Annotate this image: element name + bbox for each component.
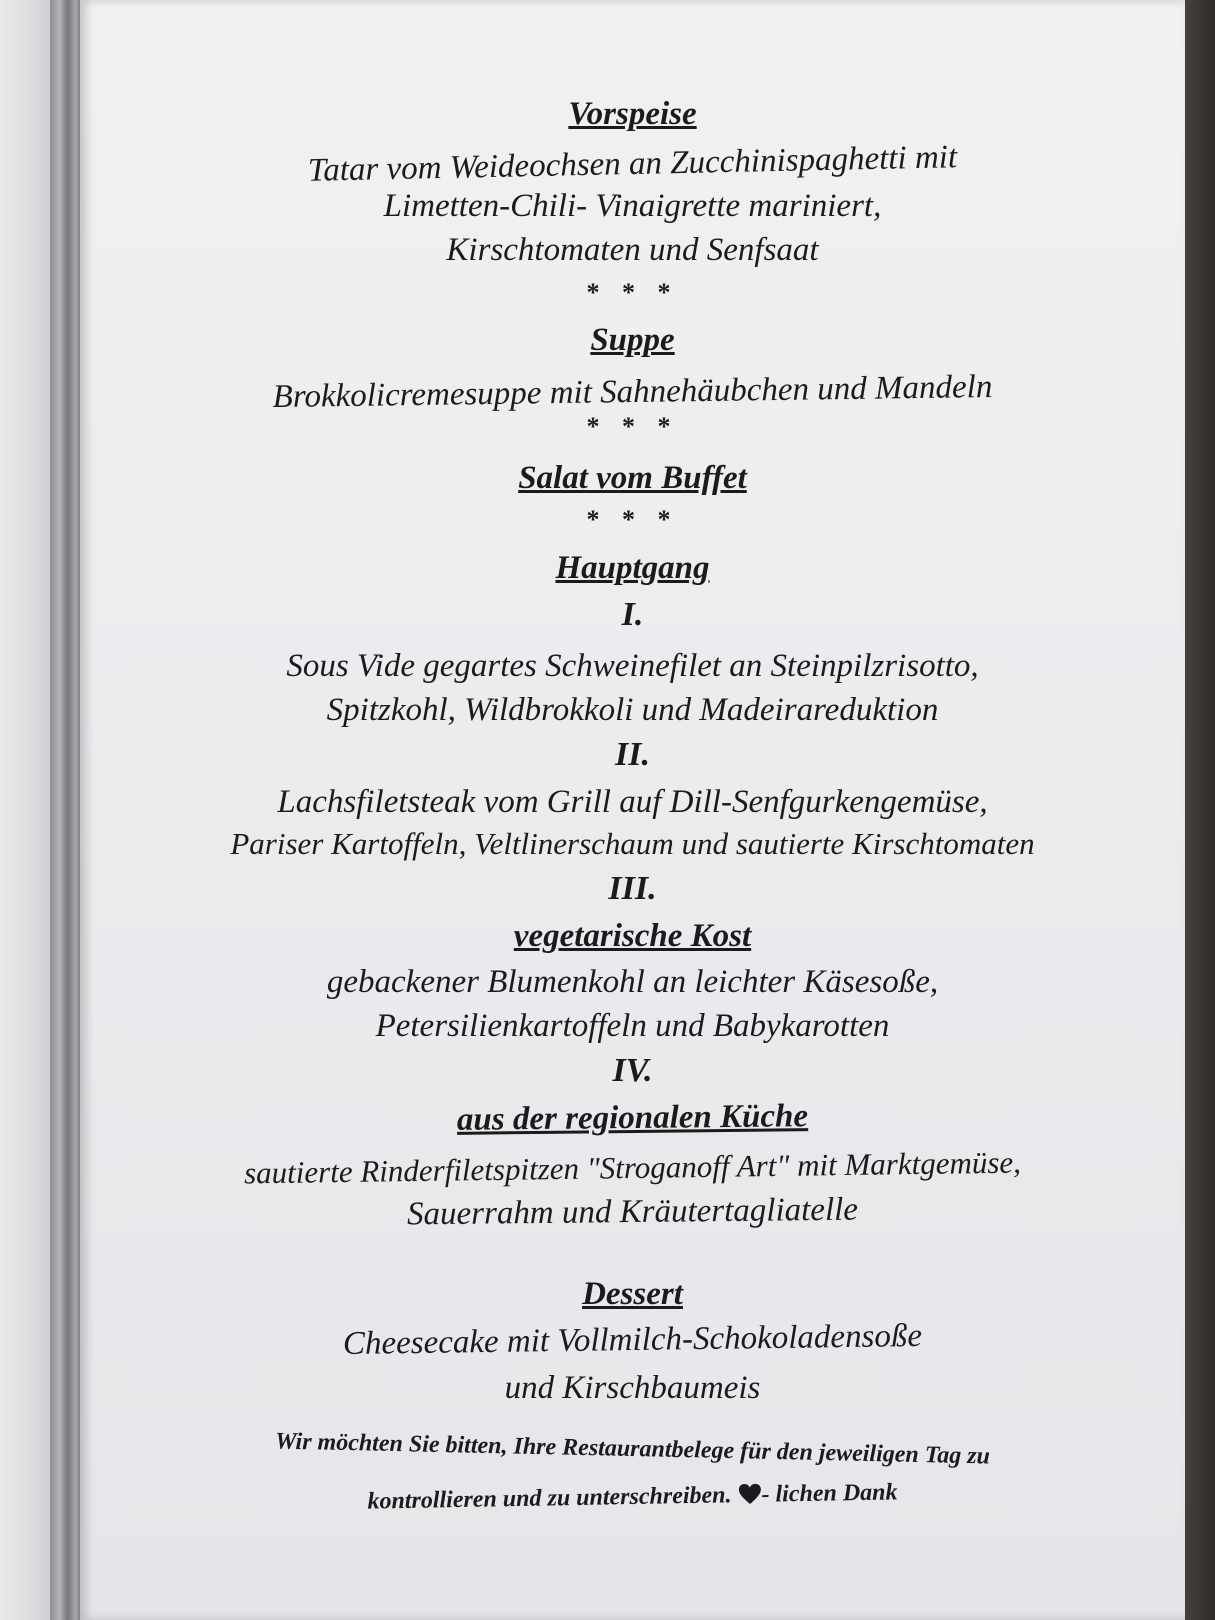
hauptgang-4-subheading: aus der regionalen Küche [456, 1098, 809, 1138]
hauptgang-4-line-2: Sauerrahm und Kräutertagliatelle [406, 1191, 859, 1233]
footer-note-line-2 [80, 1474, 1185, 1520]
heading-suppe: Suppe [590, 322, 675, 358]
separator-3: * * * [586, 505, 679, 534]
heart-icon [737, 1482, 761, 1509]
vorspeise-line-2: Limetten-Chili- Vinaigrette mariniert, [383, 188, 882, 224]
hauptgang-3-line-2: Petersilienkartoffeln und Babykarotten [375, 1008, 890, 1044]
heading-hauptgang: Hauptgang [555, 550, 710, 586]
hauptgang-3-line-1: gebackener Blumenkohl an leichter Käsesoße, [326, 964, 939, 1000]
menu-page [80, 0, 1185, 1620]
footer-note-thanks: - lichen Dank [761, 1479, 898, 1508]
vorspeise-line-3: Kirschtomaten und Senfsaat [446, 232, 819, 268]
footer-note-line-1: Wir möchten Sie bitten, Ihre Restaurantbelege für den jeweiligen Tag zu [274, 1428, 991, 1470]
dessert-line-2: und Kirschbaumeis [504, 1370, 761, 1406]
hauptgang-3-subheading: vegetarische Kost [513, 918, 752, 954]
suppe-line-1: Brokkolicremesuppe mit Sahnehäubchen und Mandeln [272, 368, 993, 416]
heading-dessert: Dessert [582, 1276, 683, 1312]
hauptgang-numeral-1: I. [621, 596, 644, 633]
heading-salat: Salat vom Buffet [518, 460, 747, 496]
hauptgang-2-line-1: Lachsfiletsteak vom Grill auf Dill-Senfgurkengemüse, [277, 784, 988, 820]
heading-vorspeise: Vorspeise [568, 96, 697, 132]
binder-spine [50, 0, 82, 1620]
dessert-line-1: Cheesecake mit Vollmilch-Schokoladensoße [342, 1317, 923, 1363]
hauptgang-numeral-2: II. [615, 736, 650, 773]
hauptgang-numeral-3: III. [608, 870, 657, 907]
hauptgang-2-line-2: Pariser Kartoffeln, Veltlinerschaum und sautierte Kirschtomaten [230, 826, 1035, 861]
hauptgang-1-line-1: Sous Vide gegartes Schweinefilet an Steinpilzrisotto, [286, 648, 979, 684]
vorspeise-line-1: Tatar vom Weideochsen an Zucchinispaghetti mit [307, 139, 958, 189]
hauptgang-4-line-1: sautierte Rinderfiletspitzen "Stroganoff Art" mit Marktgemüse, [243, 1144, 1022, 1191]
footer-note-text: kontrollieren und zu unterschreiben. [367, 1482, 732, 1515]
hauptgang-1-line-2: Spitzkohl, Wildbrokkoli und Madeirareduktion [326, 692, 939, 728]
separator-1: * * * [586, 278, 679, 307]
hauptgang-numeral-4: IV. [612, 1052, 653, 1089]
separator-2: * * * [586, 412, 679, 441]
